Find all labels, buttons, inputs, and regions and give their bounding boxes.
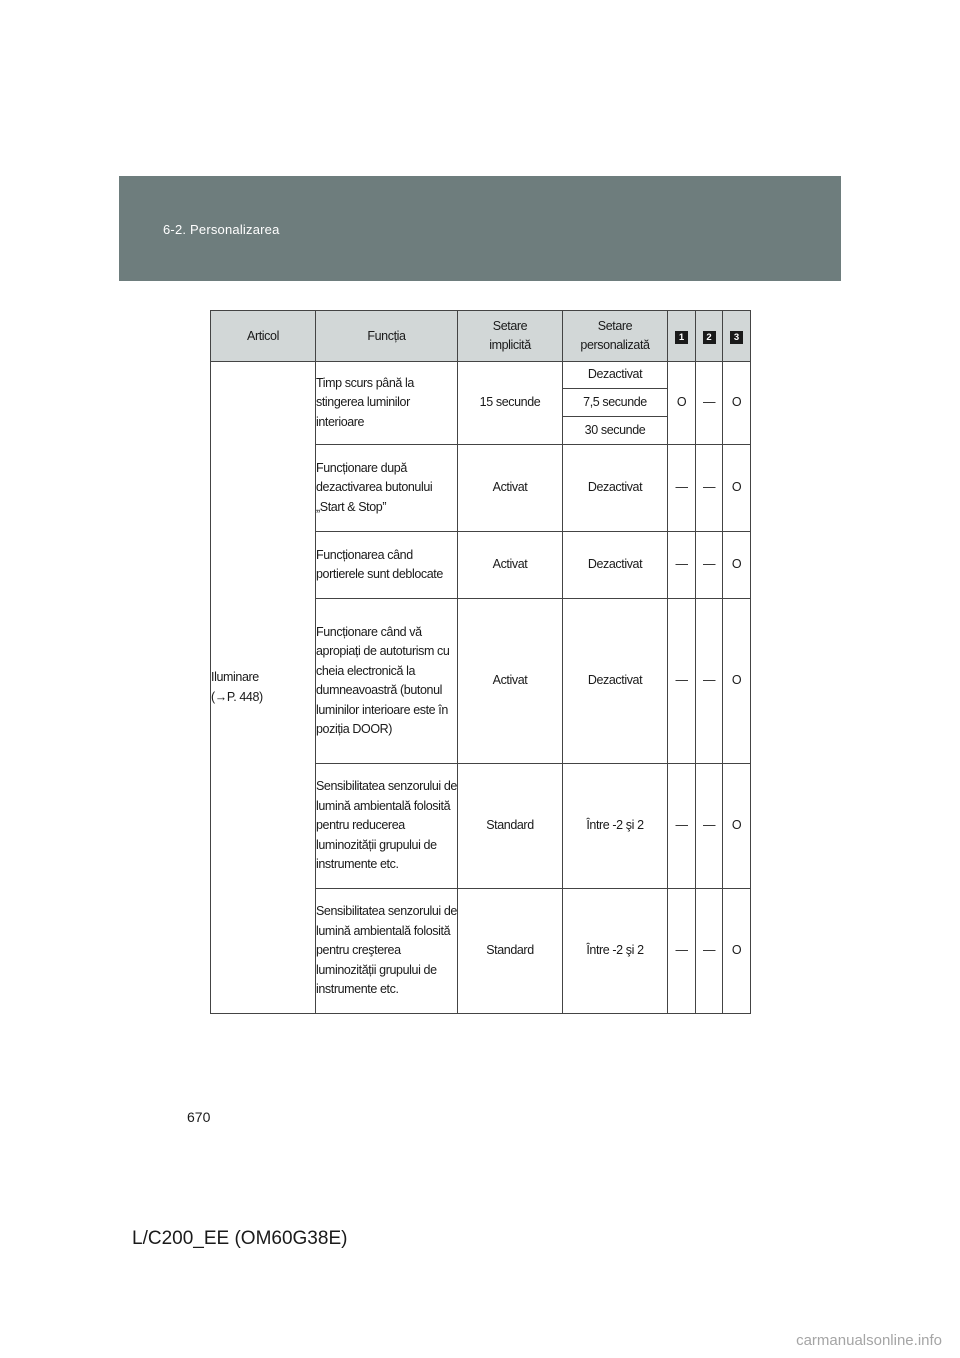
mark-col1: — [668,599,696,764]
item-reference: (→P. 448) [211,689,263,704]
mark-col3: O [723,362,751,445]
function-cell: Funcționarea când portierele sunt deblocate [316,532,458,599]
custom-cell: Între -2 şi 2 [563,889,668,1014]
mark-col1: — [668,445,696,532]
item-label: Iluminare [211,670,259,684]
custom-option: Dezactivat [563,362,668,389]
default-cell: Standard [458,764,563,889]
mark-col2: — [696,532,723,599]
function-cell: Funcționare când vă apropiați de autoturism cu cheia electronică la dumneavoastră (butonul luminilor interioare este în poziția DOOR) [316,599,458,764]
mark-col2: — [696,445,723,532]
mark-col1: — [668,532,696,599]
header-col3 [723,311,751,362]
section-title: 6-2. Personalizarea [163,222,280,237]
customization-table [210,310,751,1014]
custom-cell: Dezactivat [563,599,668,764]
mark-col1: — [668,764,696,889]
mark-col3: O [723,532,751,599]
custom-option: 7,5 secunde [563,389,668,417]
default-cell: Standard [458,889,563,1014]
badge-1: 1 [675,331,688,344]
default-cell: 15 secunde [458,362,563,445]
header-function: Funcția [316,311,458,362]
mark-col2: — [696,362,723,445]
table-row [211,362,751,389]
mark-col3: O [723,599,751,764]
mark-col3: O [723,764,751,889]
mark-col3: O [723,445,751,532]
mark-col2: — [696,764,723,889]
function-cell: Sensibilitatea senzorului de lumină ambientală folosită pentru creşterea luminozității grupului de instrumente etc. [316,889,458,1014]
mark-col2: — [696,889,723,1014]
mark-col2: — [696,599,723,764]
custom-cell: Dezactivat [563,445,668,532]
mark-col1: — [668,889,696,1014]
page-number: 670 [187,1109,211,1125]
function-cell: Funcționare după dezactivarea butonului „Start & Stop” [316,445,458,532]
custom-cell: Între -2 şi 2 [563,764,668,889]
badge-2: 2 [703,331,716,344]
header-band [119,176,841,281]
function-cell: Timp scurs până la stingerea luminilor interioare [316,362,458,445]
item-cell [211,362,316,1014]
header-default: Setare implicită [458,311,563,362]
header-item: Articol [211,311,316,362]
custom-cell: Dezactivat [563,532,668,599]
custom-option: 30 secunde [563,417,668,445]
table-header-row [211,311,751,362]
watermark: carmanualsonline.info [796,1332,942,1349]
default-cell: Activat [458,445,563,532]
header-custom: Setare personalizată [563,311,668,362]
mark-col1: O [668,362,696,445]
header-col2 [696,311,723,362]
mark-col3: O [723,889,751,1014]
function-cell: Sensibilitatea senzorului de lumină ambientală folosită pentru reducerea luminozității grupului de instrumente etc. [316,764,458,889]
header-col1 [668,311,696,362]
badge-3: 3 [730,331,743,344]
default-cell: Activat [458,532,563,599]
footer-code: L/C200_EE (OM60G38E) [132,1228,348,1249]
default-cell: Activat [458,599,563,764]
